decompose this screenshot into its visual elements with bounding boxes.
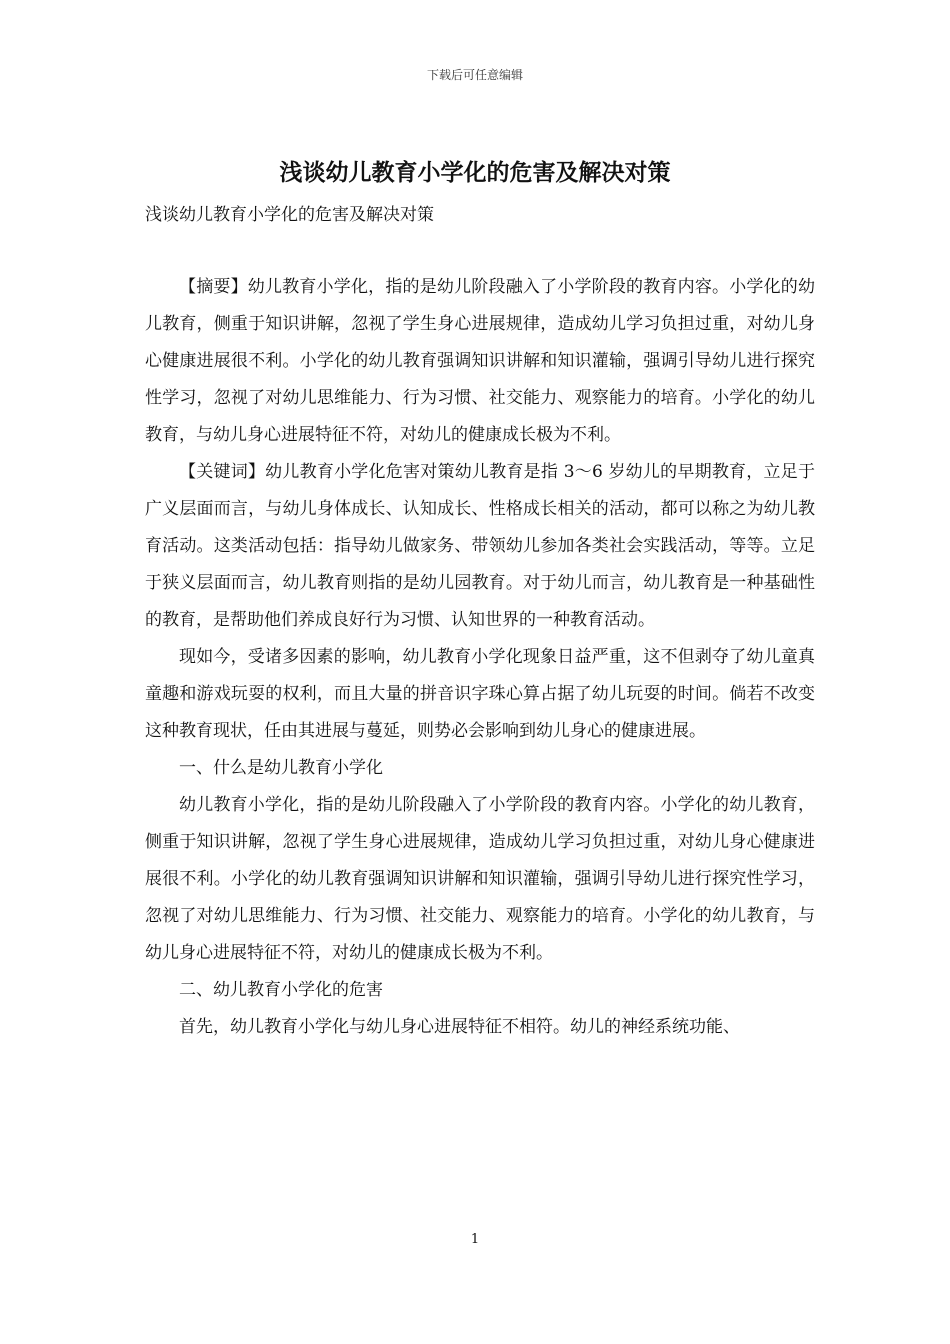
document-title: 浅谈幼儿教育小学化的危害及解决对策	[279, 159, 671, 186]
body-paragraph: 首先，幼儿教育小学化与幼儿身心进展特征不相符。幼儿的神经系统功能、	[179, 1017, 740, 1037]
section-heading: 一、什么是幼儿教育小学化	[179, 758, 383, 778]
document-body	[145, 269, 815, 1046]
body-paragraph: 现如今，受诸多因素的影响，幼儿教育小学化现象日益严重，这不但剥夺了幼儿童真童趣和游戏玩耍的权利，而且大量的拼音识字珠心算占据了幼儿玩耍的时间。倘若不改变这种教育现状，任由其进展与蔓延，则势必会影响到幼儿身心的健康进展。	[145, 647, 815, 741]
section-heading: 二、幼儿教育小学化的危害	[179, 980, 383, 1000]
keywords-paragraph: 【关键词】幼儿教育小学化危害对策幼儿教育是指 3～6 岁幼儿的早期教育，立足于广义层面而言，与幼儿身体成长、认知成长、性格成长相关的活动，都可以称之为幼儿教育活动。这类活动包括：指导幼儿做家务、带领幼儿参加各类社会实践活动，等等。立足于狭义层面而言，幼儿教育则指的是幼儿园教育。对于幼儿而言，幼儿教育是一种基础性的教育，是帮助他们养成良好行为习惯、认知世界的一种教育活动。	[145, 462, 815, 630]
document-subtitle: 浅谈幼儿教育小学化的危害及解决对策	[145, 205, 434, 225]
page-header-note: 下载后可任意编辑	[426, 68, 523, 82]
abstract-paragraph: 【摘要】幼儿教育小学化，指的是幼儿阶段融入了小学阶段的教育内容。小学化的幼儿教育，侧重于知识讲解，忽视了学生身心进展规律，造成幼儿学习负担过重，对幼儿身心健康进展很不利。小学化的幼儿教育强调知识讲解和知识灌输，强调引导幼儿进行探究性学习，忽视了对幼儿思维能力、行为习惯、社交能力、观察能力的培育。小学化的幼儿教育，与幼儿身心进展特征不符，对幼儿的健康成长极为不利。	[145, 277, 815, 445]
page-number: 1	[470, 1232, 480, 1247]
body-paragraph: 幼儿教育小学化，指的是幼儿阶段融入了小学阶段的教育内容。小学化的幼儿教育，侧重于知识讲解，忽视了学生身心进展规律，造成幼儿学习负担过重，对幼儿身心健康进展很不利。小学化的幼儿教育强调知识讲解和知识灌输，强调引导幼儿进行探究性学习，忽视了对幼儿思维能力、行为习惯、社交能力、观察能力的培育。小学化的幼儿教育，与幼儿身心进展特征不符，对幼儿的健康成长极为不利。	[145, 795, 815, 963]
